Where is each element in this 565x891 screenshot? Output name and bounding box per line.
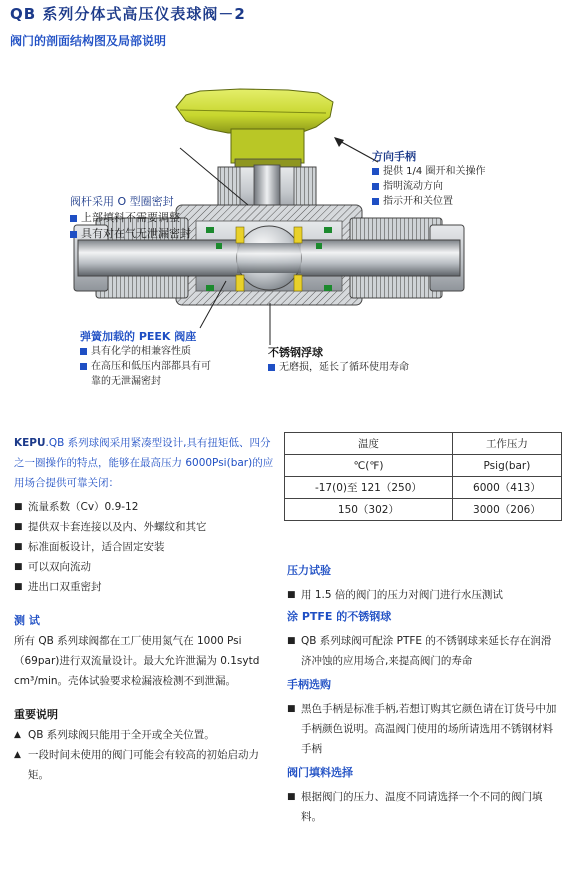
table-cell: -17(0)至 121（250） (285, 477, 453, 499)
seat-callout-item: 在高压和低压内部都具有可 (91, 361, 211, 372)
list-item (287, 585, 559, 605)
ball-callout-item: 无磨损，延长了循环使用寿命 (279, 362, 409, 373)
pressure-test-text: 用 1.5 倍的阀门的压力对阀门进行水压测试 (301, 589, 503, 601)
handle-callout-item: 指示开和关位置 (383, 196, 453, 207)
list-item (287, 699, 559, 759)
left-column (14, 433, 274, 785)
seat-callout-item: 靠的无泄漏密封 (91, 376, 161, 387)
table-cell: 3000（206） (452, 499, 561, 521)
bullet-square-icon: ■ (287, 792, 296, 802)
right-column (287, 561, 559, 827)
valve-cross-section-diagram (0, 55, 565, 400)
table-cell: 150（302） (285, 499, 453, 521)
feature-text: 流量系数（Cv）0.9-12 (28, 501, 139, 513)
feature-text: 可以双向流动 (28, 561, 91, 573)
triangle-bullet-icon: ▲ (14, 750, 21, 760)
testing-text: 所有 QB 系列球阀都在工厂使用氮气在 1000 Psi（69par)进行双流量设计。最大允许泄漏为 0.1sytd cm³/min。壳体试验要求检漏液检测不到泄漏。 (14, 635, 260, 687)
table-row (285, 477, 562, 499)
ptfe-heading: 涂 PTFE 的不锈钢球 (287, 610, 392, 623)
table-row (285, 499, 562, 521)
stem-callout-heading: 阀杆采用 O 型圈密封 (70, 195, 174, 208)
handle-select-heading: 手柄选购 (287, 678, 331, 691)
bullet-square-icon (80, 363, 87, 370)
list-item (14, 745, 274, 785)
bullet-square-icon: ■ (287, 636, 296, 646)
pressure-test-heading: 压力试验 (287, 564, 331, 577)
handle-callout-item: 指明流动方向 (383, 181, 443, 192)
packing-text: 根据阀门的压力、温度不同请选择一个不同的阀门填料。 (301, 791, 543, 823)
list-item (14, 517, 274, 537)
ptfe-text: QB 系列球阀可配涂 PTFE 的不锈钢球来延长存在润滑济冲蚀的应用场合,来提高阀门的寿命 (301, 635, 552, 667)
list-item (14, 497, 274, 517)
packing-heading: 阀门填料选择 (287, 766, 353, 779)
bullet-square-icon (372, 198, 379, 205)
bullet-square-icon (372, 168, 379, 175)
table-header-cell: 温度 (285, 433, 453, 455)
handle-callout-item: 提供 1/4 圈开和关操作 (383, 166, 486, 177)
ball-callout (268, 345, 409, 375)
bullet-square-icon: ■ (14, 502, 23, 512)
triangle-bullet-icon: ▲ (14, 730, 21, 740)
seat-callout-heading: 弹簧加载的 PEEK 阀座 (80, 330, 197, 343)
list-item (287, 631, 559, 671)
bullet-square-icon: ■ (14, 522, 23, 532)
bullet-square-icon: ■ (287, 704, 296, 714)
section-subtitle: 阀门的剖面结构图及局部说明 (10, 34, 167, 48)
handle-select-text: 黑色手柄是标准手柄,若想订购其它颜色请在订货号中加手柄颜色说明。高温阀门使用的场所请选用不锈钢材料手柄 (301, 703, 557, 755)
list-item (14, 557, 274, 577)
handle-callout-heading: 方向手柄 (372, 150, 416, 163)
stem-callout (70, 194, 191, 242)
table-header-cell: 工作压力 (452, 433, 561, 455)
table-row (285, 433, 562, 455)
feature-text: 提供双卡套连接以及内、外螺纹和其它 (28, 521, 207, 533)
note-text: QB 系列球阀只能用于全开或全关位置。 (28, 729, 215, 741)
features-list (14, 497, 274, 597)
bullet-square-icon: ■ (14, 542, 23, 552)
brand-name: KEPU (14, 437, 46, 449)
intro-paragraph (14, 433, 274, 493)
seat-callout (80, 329, 211, 389)
bullet-square-icon (372, 183, 379, 190)
feature-text: 进出口双重密封 (28, 581, 102, 593)
feature-text: 标准面板设计，适合固定安装 (28, 541, 165, 553)
bullet-square-icon (80, 348, 87, 355)
bullet-square-icon (70, 215, 77, 222)
list-item (14, 725, 274, 745)
list-item (14, 537, 274, 557)
table-row (285, 455, 562, 477)
handle-callout (372, 149, 485, 209)
bullet-square-icon (268, 364, 275, 371)
table-unit-cell: Psig(bar) (452, 455, 561, 477)
seat-callout-item: 具有化学的相兼容性质 (91, 346, 191, 357)
list-item (287, 787, 559, 827)
table-cell: 6000（413） (452, 477, 561, 499)
stem-callout-item: 具有对在气无泄漏密封 (81, 227, 191, 240)
testing-heading: 测 试 (14, 614, 40, 627)
page-title: QB 系列分体式高压仪表球阀－2 (10, 5, 246, 23)
stem-callout-item: 上部填料不需要调整 (81, 211, 180, 224)
bullet-square-icon: ■ (14, 562, 23, 572)
bullet-square-icon: ■ (14, 582, 23, 592)
bullet-square-icon (70, 231, 77, 238)
table-unit-cell: ℃(℉) (285, 455, 453, 477)
bullet-square-icon: ■ (287, 590, 296, 600)
list-item (14, 577, 274, 597)
intro-text: .QB 系列球阀采用紧凑型设计,具有扭矩低、四分之一圈操作的特点，能够在最高压力 6000Psi(bar)的应用场合提供可靠关闭： (14, 437, 274, 489)
ball-callout-heading: 不锈钢浮球 (268, 346, 323, 359)
notes-heading: 重要说明 (14, 708, 58, 721)
pressure-temperature-table (284, 432, 562, 521)
note-text: 一段时间未使用的阀门可能会有较高的初始启动力矩。 (28, 749, 259, 781)
